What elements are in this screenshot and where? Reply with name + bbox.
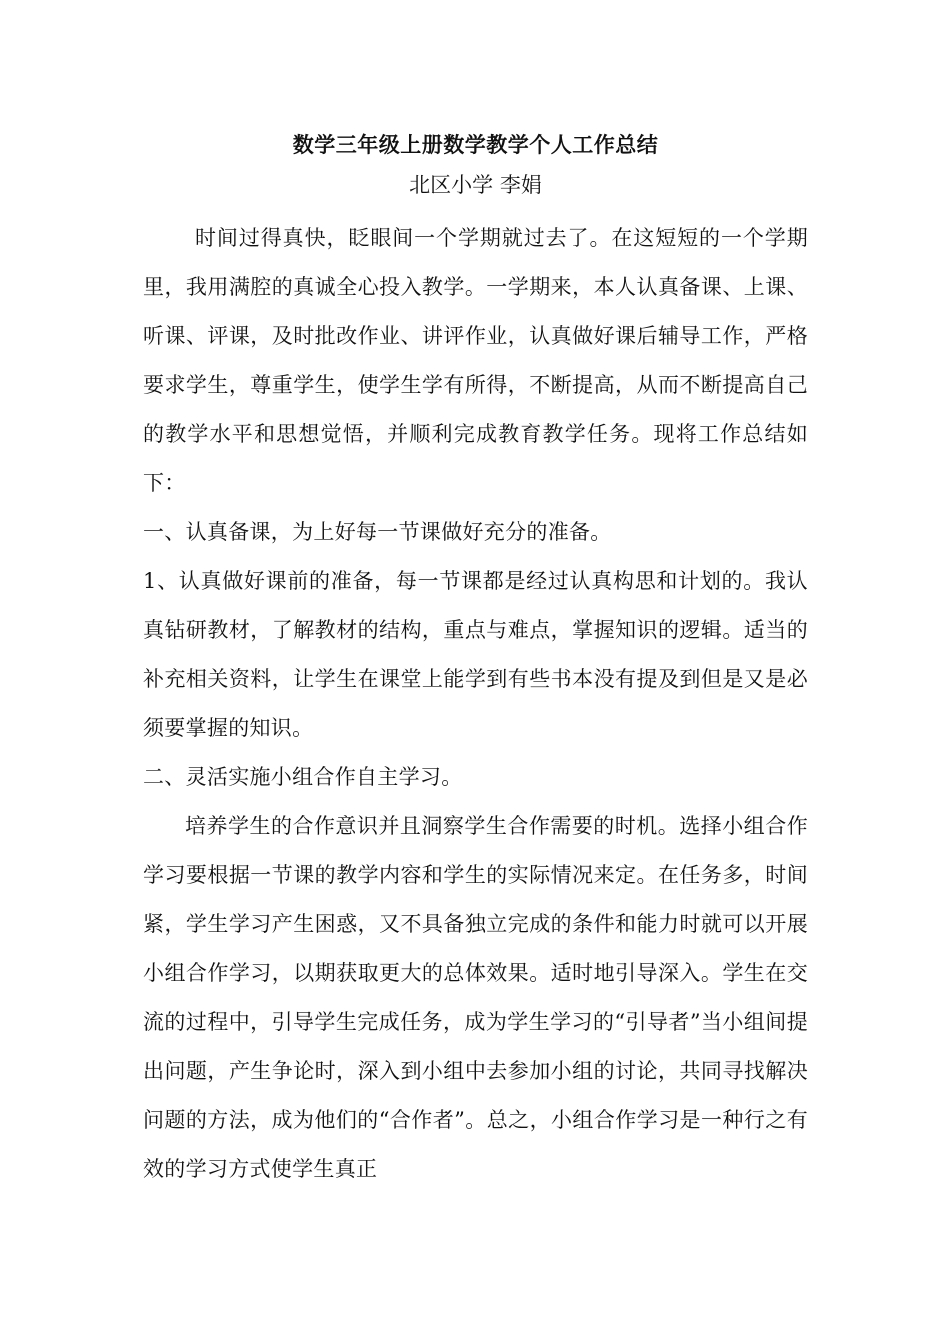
document-title: 数学三年级上册数学教学个人工作总结 xyxy=(292,132,659,157)
document-page xyxy=(143,130,808,1194)
paragraph-1-1: 1、认真做好课前的准备，每一节课都是经过认真构思和计划的。我认真钻研教材，了解教材的结构，重点与难点，掌握知识的逻辑。适当的补充相关资料，让学生在课堂上能学到有些书本没有提及到但是又是必须要掌握的知识。 xyxy=(143,569,808,740)
section-heading-1: 一、认真备课，为上好每一节课做好充分的准备。 xyxy=(143,520,612,544)
paragraph-intro: 时间过得真快，眨眼间一个学期就过去了。在这短短的一个学期里，我用满腔的真诚全心投入教学。一学期来，本人认真备课、上课、听课、评课，及时批改作业、讲评作业，认真做好课后辅导工作，严格要求学生，尊重学生，使学生学有所得，不断提高，从而不断提高自己的教学水平和思想觉悟，并顺利完成教育教学任务。现将工作总结如下： xyxy=(143,226,808,495)
paragraph-2: 培养学生的合作意识并且洞察学生合作需要的时机。选择小组合作学习要根据一节课的教学内容和学生的实际情况来定。在任务多，时间紧，学生学习产生困惑，又不具备独立完成的条件和能力时就可以开展小组合作学习，以期获取更大的总体效果。适时地引导深入。学生在交流的过程中，引导学生完成任务，成为学生学习的“引导者”当小组间提出问题，产生争论时，深入到小组中去参加小组的讨论，共同寻找解决问题的方法，成为他们的“合作者”。总之，小组合作学习是一种行之有效的学习方式使学生真正 xyxy=(143,814,808,1181)
section-heading-2: 二、灵活实施小组合作自主学习。 xyxy=(143,765,463,789)
document-author: 北区小学 李娟 xyxy=(409,173,542,197)
